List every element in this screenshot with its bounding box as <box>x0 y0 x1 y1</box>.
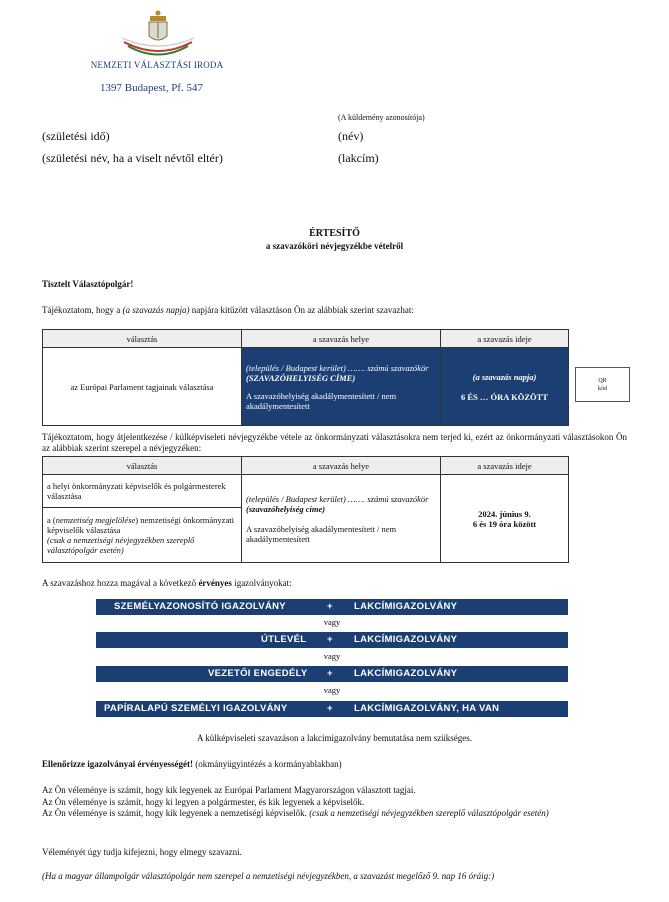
opinion-block <box>42 785 632 820</box>
intro-voting-day: (a szavazás napja) <box>122 305 190 315</box>
ids-intro-text-2: igazolványokat: <box>234 578 292 588</box>
opinion-line-1: Az Ön véleménye is számít, hogy kik legyenek az Európai Parlament Magyarországon választott tagjai. <box>42 785 416 795</box>
intro-text-3: napjára kitűzött választáson Ön az alábbiak szerint szavazhat: <box>191 305 414 315</box>
accessibility-note: A szavazóhelyiség akadálymentesített / nem akadálymentesített <box>246 523 397 544</box>
time-cell-ep <box>441 348 569 426</box>
opinion-line-3a: Az Ön véleménye is számít, hogy kik legyenek a nemzetiségi képviselők. <box>42 808 307 818</box>
voting-date: 2024. június 9. <box>478 508 531 519</box>
check-validity-rest: (okmányügyintézés a kormányablakban) <box>195 759 342 769</box>
intro-paragraph <box>42 305 414 315</box>
id-right: LAKCÍMIGAZOLVÁNY, HA VAN <box>354 703 500 714</box>
voting-table-ep <box>42 329 569 426</box>
ids-intro-text: A szavazáshoz hozza magával a következő <box>42 578 197 588</box>
shipment-id-label: (A küldemény azonosítója) <box>338 113 425 122</box>
ids-intro-valid: érvényes <box>198 578 232 588</box>
coat-of-arms-logo <box>118 8 198 58</box>
place-line-1: (település / Budapest kerület) ……. számú szavazókör <box>246 493 429 504</box>
col-header-place: a szavazás helye <box>242 330 441 348</box>
opinion-line-3b: (csak a nemzetiségi névjegyzékben szereplő választópolgár esetén) <box>309 808 549 818</box>
id-plus: + <box>327 668 333 679</box>
id-right: LAKCÍMIGAZOLVÁNY <box>354 668 458 679</box>
id-left: VEZETŐI ENGEDÉLY <box>208 668 308 679</box>
place-cell-ep <box>242 348 441 426</box>
id-right: LAKCÍMIGAZOLVÁNY <box>354 601 458 612</box>
place-address: (szavazóhelyiség címe) <box>246 503 326 514</box>
final-note: (Ha a magyar állampolgár választópolgár nem szerepel a nemzetiségi névjegyzékben, a szavazást megelőző 9. nap 16 óráig:) <box>42 871 495 881</box>
minority-placeholder: nemzetiség megjelölése <box>55 515 136 525</box>
id-plus: + <box>327 634 333 645</box>
voting-day: (a szavazás napja) <box>472 371 537 382</box>
id-option-3 <box>96 666 568 682</box>
id-left: PAPÍRALAPÚ SZEMÉLYI IGAZOLVÁNY <box>104 703 288 714</box>
voting-hours: 6 és 19 óra között <box>472 518 537 529</box>
col-header-election: választás <box>43 330 242 348</box>
qr-code-placeholder <box>575 367 630 402</box>
time-cell-local <box>441 475 569 563</box>
birth-name-field: (születési név, ha a viselt névtől eltér) <box>42 151 223 165</box>
id-right: LAKCÍMIGAZOLVÁNY <box>354 634 458 645</box>
qr-label: QR <box>598 377 607 384</box>
election-minority <box>43 508 242 563</box>
id-plus: + <box>327 703 333 714</box>
notice-paragraph: Tájékoztatom, hogy átjelentkezése / külképviseleti névjegyzékbe vétele az önkormányzati választásokra nem terjed ki, ezért az önkormányzati választásokon Ön az alábbiak szerint szerepel a névjegyzéken: <box>42 432 627 453</box>
birth-date-field: (születési idő) <box>42 129 110 143</box>
election-ep: az Európai Parlament tagjainak választása <box>43 348 242 426</box>
col-header-election: választás <box>43 457 242 475</box>
place-line-1: (település / Budapest kerület) ……. számú szavazókör <box>246 362 429 373</box>
intro-text-1: Tájékoztatom, hogy a <box>42 305 121 315</box>
check-validity <box>42 759 342 769</box>
org-address: 1397 Budapest, Pf. 547 <box>100 82 203 94</box>
accessibility-note: A szavazóhelyiség akadálymentesített / nem akadálymentesített <box>246 390 397 411</box>
ids-intro <box>42 578 292 588</box>
greeting: Tisztelt Választópolgár! <box>42 279 134 289</box>
id-option-2 <box>96 632 568 648</box>
minority-text-a: a ( <box>47 515 56 525</box>
document-subtitle: a szavazóköri névjegyzékbe vételről <box>265 241 404 251</box>
col-header-place: a szavazás helye <box>242 457 441 475</box>
place-address: (SZAVAZÓHELYISÉG CÍME) <box>246 372 356 383</box>
voting-table-local <box>42 456 569 563</box>
id-option-1 <box>96 599 568 615</box>
closing-line: Véleményét úgy tudja kifejezni, hogy elmegy szavazni. <box>42 847 242 857</box>
col-header-time: a szavazás ideje <box>441 330 569 348</box>
name-field: (név) <box>338 129 364 143</box>
qr-label-2: kód <box>598 385 607 392</box>
document-title: ÉRTESÍTŐ <box>309 228 360 239</box>
id-plus: + <box>327 601 333 612</box>
id-left: SZEMÉLYAZONOSÍTÓ IGAZOLVÁNY <box>114 601 286 612</box>
opinion-line-3 <box>42 808 632 820</box>
org-name: NEMZETI VÁLASZTÁSI IRODA <box>90 60 224 70</box>
id-left: ÚTLEVÉL <box>261 634 307 645</box>
ids-footnote: A külképviseleti szavazáson a lakcímigazolvány bemutatása nem szükséges. <box>197 733 472 743</box>
minority-text-c: ) nemzetiségi önkormányzati képviselők választása <box>47 515 234 535</box>
opinion-line-2: Az Ön véleménye is számít, hogy ki legyen a polgármester, és kik legyenek a képviselők. <box>42 796 365 807</box>
or-separator: vagy <box>323 617 341 627</box>
or-separator: vagy <box>323 685 341 695</box>
col-header-time: a szavazás ideje <box>441 457 569 475</box>
minority-condition: (csak a nemzetiségi névjegyzékben szereplő választópolgár esetén) <box>47 535 195 555</box>
or-separator: vagy <box>323 651 341 661</box>
check-validity-bold: Ellenőrizze igazolványai érvényességét! <box>42 759 193 769</box>
residence-field: (lakcím) <box>338 151 379 165</box>
voting-hours: 6 ÉS … ÓRA KÖZÖTT <box>461 391 548 402</box>
election-local: a helyi önkormányzati képviselők és polgármesterek választása <box>43 475 242 508</box>
id-option-4 <box>96 701 568 717</box>
place-cell-local <box>242 475 441 563</box>
